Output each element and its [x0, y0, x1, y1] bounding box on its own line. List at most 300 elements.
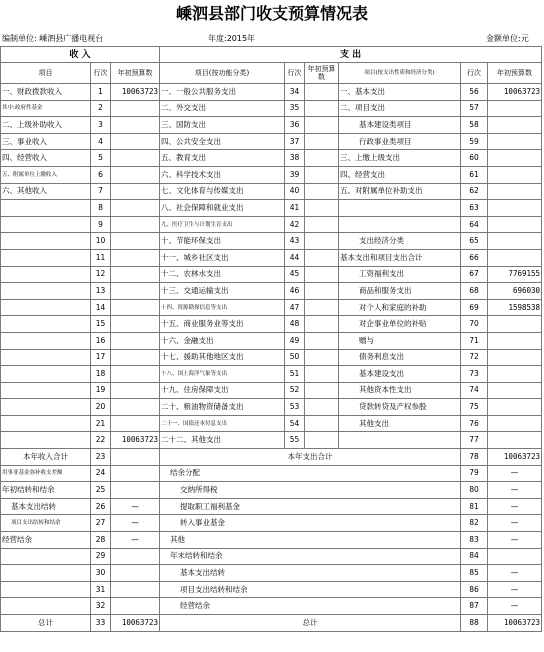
balance-item: 基本支出结转 — [160, 565, 461, 582]
func-item: 十九、住房保障支出 — [160, 382, 285, 399]
col-func-line: 行次 — [285, 63, 305, 84]
econ-budget — [488, 382, 542, 399]
income-line: 4 — [91, 133, 111, 150]
table-row — [1, 283, 542, 300]
econ-line: 83 — [461, 532, 488, 549]
econ-item — [339, 216, 461, 233]
income-budget — [111, 581, 160, 598]
func-budget — [305, 266, 339, 283]
econ-line: 64 — [461, 216, 488, 233]
econ-budget — [488, 117, 542, 134]
table-row — [1, 84, 542, 101]
income-line: 24 — [91, 465, 111, 482]
func-item: 十五、商业服务业等支出 — [160, 316, 285, 333]
func-line: 36 — [285, 117, 305, 134]
table-row — [1, 316, 542, 333]
econ-line: 80 — [461, 482, 488, 499]
budget-table — [0, 46, 542, 632]
econ-item — [339, 432, 461, 449]
econ-budget: — — [488, 598, 542, 615]
func-line: 51 — [285, 366, 305, 383]
func-line: 52 — [285, 382, 305, 399]
table-row — [1, 399, 542, 416]
income-budget: — — [111, 515, 160, 532]
func-budget — [305, 316, 339, 333]
func-line: 35 — [285, 100, 305, 117]
income-line: 21 — [91, 415, 111, 432]
econ-item: 四、经营支出 — [339, 166, 461, 183]
econ-line: 79 — [461, 465, 488, 482]
table-row — [1, 117, 542, 134]
income-budget — [111, 332, 160, 349]
econ-line: 81 — [461, 498, 488, 515]
income-line: 6 — [91, 166, 111, 183]
income-line: 25 — [91, 482, 111, 499]
func-item: 十八、国土海洋气象等支出 — [160, 366, 285, 383]
econ-budget: 1598538 — [488, 299, 542, 316]
income-line: 23 — [91, 449, 111, 466]
econ-budget — [488, 349, 542, 366]
func-budget — [305, 415, 339, 432]
func-item: 十、节能环保支出 — [160, 233, 285, 250]
func-budget — [305, 183, 339, 200]
econ-budget — [488, 233, 542, 250]
econ-line: 67 — [461, 266, 488, 283]
econ-item: 一、基本支出 — [339, 84, 461, 101]
income-line: 19 — [91, 382, 111, 399]
func-item: 四、公共安全支出 — [160, 133, 285, 150]
table-row — [1, 615, 542, 632]
econ-budget — [488, 316, 542, 333]
income-budget — [111, 366, 160, 383]
func-line: 40 — [285, 183, 305, 200]
econ-budget — [488, 183, 542, 200]
fiscal-year: 年度:2015年 — [208, 34, 256, 43]
grand-total-label: 总计 — [1, 615, 91, 632]
econ-line: 86 — [461, 581, 488, 598]
econ-line: 65 — [461, 233, 488, 250]
econ-budget: 10063723 — [488, 84, 542, 101]
income-item — [1, 432, 91, 449]
table-row — [1, 465, 542, 482]
balance-item: 项目支出结转和结余 — [160, 581, 461, 598]
func-budget — [305, 216, 339, 233]
func-budget — [305, 382, 339, 399]
currency-unit: 金额单位:元 — [486, 34, 529, 43]
table-row — [1, 449, 542, 466]
econ-line: 87 — [461, 598, 488, 615]
income-item — [1, 349, 91, 366]
func-budget — [305, 299, 339, 316]
econ-budget: 10063723 — [488, 615, 542, 632]
func-budget — [305, 117, 339, 134]
func-line: 41 — [285, 200, 305, 217]
econ-budget: — — [488, 498, 542, 515]
econ-item: 五、对附属单位补助支出 — [339, 183, 461, 200]
balance-item: 结余分配 — [160, 465, 461, 482]
income-item: 一、财政拨款收入 — [1, 84, 91, 101]
econ-line: 58 — [461, 117, 488, 134]
econ-line: 57 — [461, 100, 488, 117]
func-item: 七、文化体育与传媒支出 — [160, 183, 285, 200]
income-item — [1, 299, 91, 316]
balance-item: 经营结余 — [160, 598, 461, 615]
income-line: 32 — [91, 598, 111, 615]
table-row — [1, 532, 542, 549]
table-row — [1, 349, 542, 366]
col-income-line: 行次 — [91, 63, 111, 84]
income-item — [1, 366, 91, 383]
econ-budget — [488, 432, 542, 449]
table-row — [1, 332, 542, 349]
income-item — [1, 598, 91, 615]
func-budget — [305, 349, 339, 366]
income-line: 5 — [91, 150, 111, 167]
econ-budget — [488, 166, 542, 183]
econ-budget — [488, 249, 542, 266]
econ-budget — [488, 415, 542, 432]
econ-line: 69 — [461, 299, 488, 316]
func-line: 48 — [285, 316, 305, 333]
econ-budget: — — [488, 565, 542, 582]
func-line: 46 — [285, 283, 305, 300]
col-income-budget: 年初预算数 — [111, 63, 160, 84]
income-item — [1, 266, 91, 283]
income-item — [1, 565, 91, 582]
func-line: 39 — [285, 166, 305, 183]
func-budget — [305, 332, 339, 349]
table-row — [1, 299, 542, 316]
econ-item: 行政事业类项目 — [339, 133, 461, 150]
income-line: 10 — [91, 233, 111, 250]
income-budget — [111, 465, 160, 482]
func-line: 43 — [285, 233, 305, 250]
income-budget: 10063723 — [111, 432, 160, 449]
func-item: 十六、金融支出 — [160, 332, 285, 349]
income-budget — [111, 382, 160, 399]
func-budget — [305, 233, 339, 250]
income-line: 9 — [91, 216, 111, 233]
income-item: 用事业基金弥补收支差额 — [1, 465, 91, 482]
income-budget — [111, 449, 160, 466]
income-item: 五、附属单位上缴收入 — [1, 166, 91, 183]
econ-item: 基本建设支出 — [339, 366, 461, 383]
econ-line: 77 — [461, 432, 488, 449]
income-budget — [111, 399, 160, 416]
income-line: 22 — [91, 432, 111, 449]
table-row — [1, 150, 542, 167]
func-budget — [305, 133, 339, 150]
income-budget — [111, 200, 160, 217]
col-func-item: 项目(按功能分类) — [160, 63, 285, 84]
table-row — [1, 183, 542, 200]
org-unit: 编制单位: 嵊泗县广播电视台 — [2, 34, 104, 43]
grand-total-label: 总计 — [160, 615, 461, 632]
table-row — [1, 432, 542, 449]
expense-total-label: 本年支出合计 — [160, 449, 461, 466]
econ-line: 66 — [461, 249, 488, 266]
income-budget — [111, 233, 160, 250]
econ-line: 63 — [461, 200, 488, 217]
income-line: 33 — [91, 615, 111, 632]
econ-line: 73 — [461, 366, 488, 383]
func-item: 二十一、国债还本付息支出 — [160, 415, 285, 432]
econ-item: 三、上缴上级支出 — [339, 150, 461, 167]
income-line: 30 — [91, 565, 111, 582]
econ-line: 59 — [461, 133, 488, 150]
income-line: 7 — [91, 183, 111, 200]
income-line: 17 — [91, 349, 111, 366]
func-line: 55 — [285, 432, 305, 449]
income-item — [1, 200, 91, 217]
income-item — [1, 233, 91, 250]
econ-item: 基本建设类项目 — [339, 117, 461, 134]
income-line: 14 — [91, 299, 111, 316]
econ-item: 其他支出 — [339, 415, 461, 432]
balance-item: 年末结转和结余 — [160, 548, 461, 565]
income-budget — [111, 415, 160, 432]
report-title: 嵊泗县部门收支预算情况表 — [175, 4, 368, 23]
econ-budget: — — [488, 532, 542, 549]
col-econ-line: 行次 — [461, 63, 488, 84]
econ-item: 基本支出和项目支出合计 — [339, 249, 461, 266]
econ-line: 60 — [461, 150, 488, 167]
income-item: 三、事业收入 — [1, 133, 91, 150]
func-budget — [305, 100, 339, 117]
income-budget: — — [111, 532, 160, 549]
func-item: 五、教育支出 — [160, 150, 285, 167]
econ-budget — [488, 133, 542, 150]
table-row — [1, 233, 542, 250]
econ-item: 工资福利支出 — [339, 266, 461, 283]
func-budget — [305, 249, 339, 266]
func-item: 十四、资源勘探信息等支出 — [160, 299, 285, 316]
income-item: 经营结余 — [1, 532, 91, 549]
econ-line: 72 — [461, 349, 488, 366]
table-row — [1, 382, 542, 399]
econ-item: 债务利息支出 — [339, 349, 461, 366]
econ-budget: — — [488, 515, 542, 532]
income-line: 26 — [91, 498, 111, 515]
econ-line: 70 — [461, 316, 488, 333]
table-row — [1, 216, 542, 233]
table-row — [1, 548, 542, 565]
func-item: 三、国防支出 — [160, 117, 285, 134]
income-total-label: 本年收入合计 — [1, 449, 91, 466]
income-item: 项目支出结转和结余 — [1, 515, 91, 532]
income-line: 27 — [91, 515, 111, 532]
func-item: 十七、援助其他地区支出 — [160, 349, 285, 366]
col-econ-budget: 年初预算数 — [488, 63, 542, 84]
income-line: 12 — [91, 266, 111, 283]
econ-item — [339, 200, 461, 217]
income-item — [1, 382, 91, 399]
income-item — [1, 316, 91, 333]
func-line: 34 — [285, 84, 305, 101]
balance-item: 其他 — [160, 532, 461, 549]
income-line: 11 — [91, 249, 111, 266]
func-item: 二十、粮油物资储备支出 — [160, 399, 285, 416]
func-budget — [305, 399, 339, 416]
func-line: 45 — [285, 266, 305, 283]
econ-line: 85 — [461, 565, 488, 582]
table-row — [1, 366, 542, 383]
func-line: 49 — [285, 332, 305, 349]
econ-item: 支出经济分类 — [339, 233, 461, 250]
table-row — [1, 166, 542, 183]
func-line: 42 — [285, 216, 305, 233]
income-budget — [111, 133, 160, 150]
econ-line: 75 — [461, 399, 488, 416]
income-item — [1, 283, 91, 300]
table-row — [1, 415, 542, 432]
func-item: 八、社会保障和就业支出 — [160, 200, 285, 217]
table-row — [1, 515, 542, 532]
column-header-row — [1, 63, 542, 84]
econ-budget: 7769155 — [488, 266, 542, 283]
income-budget: 10063723 — [111, 615, 160, 632]
econ-budget — [488, 216, 542, 233]
income-budget — [111, 100, 160, 117]
income-budget — [111, 598, 160, 615]
col-econ-item: 项目(按支出性质和经济分类) — [339, 63, 461, 84]
income-budget — [111, 183, 160, 200]
income-item — [1, 415, 91, 432]
func-item: 九、医疗卫生与计划生育支出 — [160, 216, 285, 233]
func-budget — [305, 366, 339, 383]
income-budget — [111, 482, 160, 499]
econ-budget: 696030 — [488, 283, 542, 300]
income-budget: — — [111, 498, 160, 515]
balance-item: 交纳所得税 — [160, 482, 461, 499]
econ-line: 84 — [461, 548, 488, 565]
income-line: 2 — [91, 100, 111, 117]
balance-item: 转入事业基金 — [160, 515, 461, 532]
income-item: 六、其他收入 — [1, 183, 91, 200]
income-line: 28 — [91, 532, 111, 549]
table-row — [1, 249, 542, 266]
econ-line: 76 — [461, 415, 488, 432]
income-budget — [111, 548, 160, 565]
income-line: 3 — [91, 117, 111, 134]
func-item: 六、科学技术支出 — [160, 166, 285, 183]
func-budget — [305, 84, 339, 101]
income-line: 29 — [91, 548, 111, 565]
econ-budget — [488, 366, 542, 383]
econ-item: 贷款转贷及产权参股 — [339, 399, 461, 416]
econ-line: 82 — [461, 515, 488, 532]
func-item: 一、一般公共服务支出 — [160, 84, 285, 101]
econ-budget — [488, 332, 542, 349]
econ-item: 赠与 — [339, 332, 461, 349]
table-row — [1, 598, 542, 615]
econ-line: 71 — [461, 332, 488, 349]
econ-item: 对个人和家庭的补助 — [339, 299, 461, 316]
table-row — [1, 581, 542, 598]
func-item: 十二、农林水支出 — [160, 266, 285, 283]
func-item: 十三、交通运输支出 — [160, 283, 285, 300]
income-budget — [111, 349, 160, 366]
func-item: 十一、城乡社区支出 — [160, 249, 285, 266]
col-func-budget: 年初预算数 — [305, 63, 339, 84]
table-row — [1, 498, 542, 515]
func-line: 54 — [285, 415, 305, 432]
income-line: 15 — [91, 316, 111, 333]
income-item — [1, 548, 91, 565]
func-item: 二、外交支出 — [160, 100, 285, 117]
econ-line: 68 — [461, 283, 488, 300]
section-header-row — [1, 47, 542, 63]
econ-line: 62 — [461, 183, 488, 200]
econ-budget — [488, 150, 542, 167]
income-budget — [111, 565, 160, 582]
econ-budget — [488, 100, 542, 117]
income-item: 二、上级补助收入 — [1, 117, 91, 134]
econ-budget: — — [488, 581, 542, 598]
income-line: 18 — [91, 366, 111, 383]
income-budget — [111, 166, 160, 183]
econ-item: 二、项目支出 — [339, 100, 461, 117]
econ-budget: — — [488, 465, 542, 482]
func-budget — [305, 283, 339, 300]
income-line: 20 — [91, 399, 111, 416]
income-budget — [111, 283, 160, 300]
income-line: 16 — [91, 332, 111, 349]
income-budget — [111, 316, 160, 333]
col-income-item: 项目 — [1, 63, 91, 84]
income-item: 四、经营收入 — [1, 150, 91, 167]
func-line: 53 — [285, 399, 305, 416]
econ-item: 商品和服务支出 — [339, 283, 461, 300]
balance-item: 提取职工福利基金 — [160, 498, 461, 515]
econ-budget — [488, 548, 542, 565]
econ-item: 其他资本性支出 — [339, 382, 461, 399]
econ-item: 对企事业单位的补贴 — [339, 316, 461, 333]
func-budget — [305, 150, 339, 167]
income-item — [1, 399, 91, 416]
func-line: 38 — [285, 150, 305, 167]
income-line: 31 — [91, 581, 111, 598]
income-budget — [111, 216, 160, 233]
econ-budget: 10063723 — [488, 449, 542, 466]
income-line: 8 — [91, 200, 111, 217]
func-line: 47 — [285, 299, 305, 316]
income-item — [1, 216, 91, 233]
income-item: 年初结转和结余 — [1, 482, 91, 499]
func-line: 37 — [285, 133, 305, 150]
income-budget — [111, 249, 160, 266]
income-budget — [111, 299, 160, 316]
func-budget — [305, 166, 339, 183]
econ-line: 61 — [461, 166, 488, 183]
expense-section: 支 出 — [160, 47, 542, 63]
econ-line: 88 — [461, 615, 488, 632]
income-line: 13 — [91, 283, 111, 300]
econ-budget — [488, 200, 542, 217]
func-line: 44 — [285, 249, 305, 266]
income-item — [1, 249, 91, 266]
income-item — [1, 332, 91, 349]
table-row — [1, 565, 542, 582]
income-budget — [111, 117, 160, 134]
func-budget — [305, 432, 339, 449]
income-line: 1 — [91, 84, 111, 101]
table-row — [1, 266, 542, 283]
econ-budget: — — [488, 482, 542, 499]
income-budget — [111, 150, 160, 167]
econ-budget — [488, 399, 542, 416]
table-row — [1, 133, 542, 150]
